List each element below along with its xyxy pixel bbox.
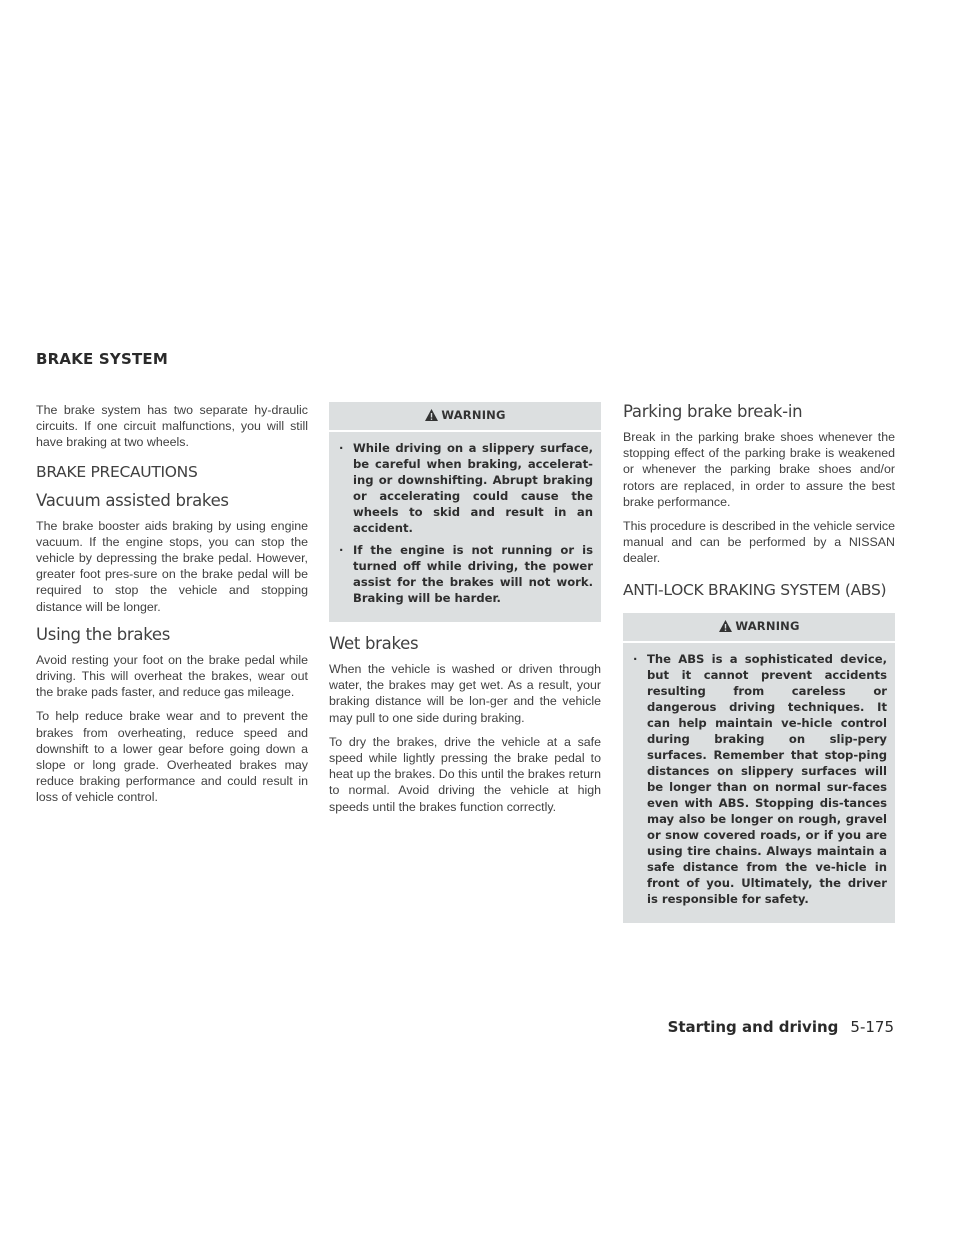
warning-list — [631, 651, 887, 907]
paragraph-parking-2: This procedure is described in the vehicle service manual and can be performed by a NISSAN dealer. — [623, 519, 895, 566]
heading-brake-precautions: BRAKE PRECAUTIONS — [36, 462, 198, 481]
intro-paragraph: The brake system has two separate hy-draulic circuits. If one circuit malfunctions, you will still have braking at two wheels. — [36, 403, 308, 450]
section-title: BRAKE SYSTEM — [36, 350, 168, 368]
page-footer — [668, 1018, 894, 1036]
warning-item-text: The ABS is a sophisticated device, but it cannot prevent accidents resulting from careless or dangerous driving techniques. It can help maintain ve-hicle control during braking on slip-pery surfaces. Remember that stop-ping distances on slippery surfaces will be longer than on normal sur-faces even with ABS. Stopping dis-tances may also be longer on rough, gravel or snow covered roads, or if you are using tire chains. Always maintain a safe distance from the ve-hicle in front of you. Ultimately, the driver is responsible for safety. — [647, 651, 887, 906]
heading-abs: ANTI-LOCK BRAKING SYSTEM (ABS) — [623, 580, 887, 599]
warning-item-text: If the engine is not running or is turned off while driving, the power assist for the brakes will not work. Braking will be harder. — [353, 543, 593, 605]
warning-item: · The ABS is a sophisticated device, but it cannot prevent accidents resulting from careless or dangerous driving techniques. It can help maintain ve-hicle control during braking on slip-pery surfaces. Remember that stop-ping distances on slippery surfaces will be longer than on normal sur-faces even with ABS. Stopping dis-tances may also be longer on rough, gravel or snow covered roads, or if you are using tire chains. Always maintain a safe distance from the ve-hicle in front of you. Ultimately, the driver is responsible for safety. — [633, 651, 887, 906]
warning-triangle-icon — [718, 619, 733, 633]
heading-vacuum-assisted-brakes: Vacuum assisted brakes — [36, 490, 229, 510]
chapter-title: Starting and driving — [667, 1018, 839, 1036]
paragraph-wet-1: When the vehicle is washed or driven through water, the brakes may get wet. As a result, your braking distance will be lon-ger and the vehicle may pull to one side during braking. — [329, 662, 601, 725]
heading-wet-brakes: Wet brakes — [329, 634, 419, 653]
column-3 — [623, 402, 895, 935]
paragraph-parking-1: Break in the parking brake shoes whenever the stopping effect of the parking brake is weakened or whenever the parking brake shoes and/or rotors are replaced, in order to assure the best brake performance. — [623, 430, 895, 509]
paragraph-using-2: To help reduce brake wear and to prevent the brakes from overheating, reduce speed and downshift to a lower gear before going down a slope or long grade. Overheated brakes may reduce braking performance and could result in loss of vehicle control. — [36, 709, 308, 805]
warning-box-brakes — [329, 402, 601, 622]
warning-item: · While driving on a slippery surface, be careful when braking, accelerat-ing or downshifting. Abrupt braking or accelerating could cause the wheels to skid and result in an accident. — [339, 441, 593, 535]
warning-item-text: While driving on a slippery surface, be careful when braking, accelerat-ing or downshifting. Abrupt braking or accelerating could cause the wheels to skid and result in an accident. — [353, 441, 593, 535]
column-2 — [329, 402, 601, 823]
paragraph-wet-2: To dry the brakes, drive the vehicle at a safe speed while lightly pressing the brake pedal to heat up the brakes. Do this until the brakes return to normal. Avoid driving the vehicle at high speeds until the brakes function correctly. — [329, 734, 601, 814]
paragraph-vacuum: The brake booster aids braking by using engine vacuum. If the engine stops, you can stop the vehicle by depressing the brake pedal. However, greater foot pres-sure on the brake pedal will be required to stop the vehicle and stopping distance will be longer. — [36, 518, 308, 614]
warning-triangle-icon — [424, 408, 439, 422]
heading-parking-brake-break-in: Parking brake break-in — [623, 402, 803, 421]
page-number: 5-175 — [850, 1018, 894, 1036]
warning-list — [337, 440, 593, 606]
warning-label: WARNING — [735, 618, 800, 633]
paragraph-using-1: Avoid resting your foot on the brake pedal while driving. This will overheat the brakes, wear out the brake pads faster, and reduce gas mileage. — [36, 652, 308, 700]
warning-header — [623, 613, 895, 643]
column-1 — [36, 402, 308, 814]
warning-item: · If the engine is not running or is turned off while driving, the power assist for the brakes will not work. Braking will be harder. — [339, 543, 593, 605]
warning-label: WARNING — [441, 408, 506, 422]
warning-header — [329, 402, 601, 432]
warning-box-abs — [623, 613, 895, 923]
heading-using-the-brakes: Using the brakes — [36, 624, 171, 644]
